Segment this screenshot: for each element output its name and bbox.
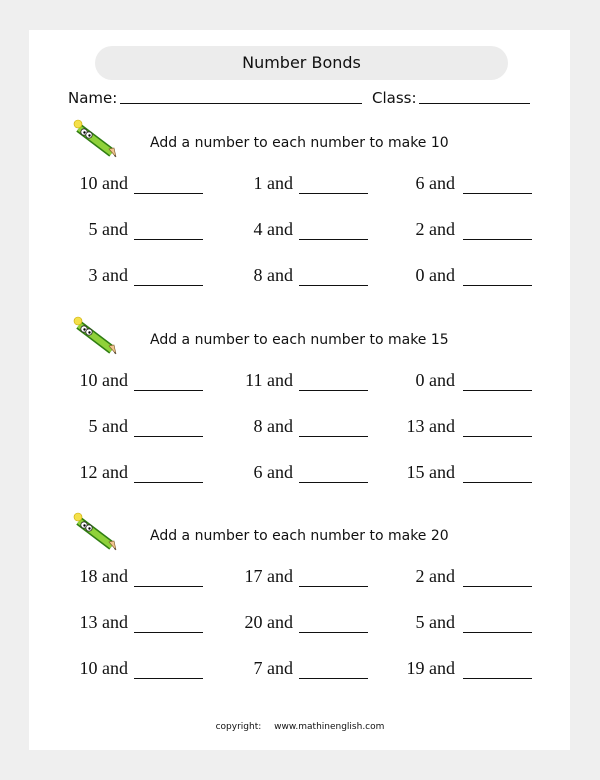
and-word: and xyxy=(267,219,293,239)
problem-number: 4 xyxy=(253,219,263,239)
problem-number: 10 xyxy=(79,658,98,678)
problem-number: 2 xyxy=(415,566,425,586)
problem-prompt xyxy=(203,565,293,587)
and-word: and xyxy=(429,265,455,285)
answer-blank[interactable] xyxy=(134,678,203,679)
problem-number: 7 xyxy=(253,658,263,678)
answer-blank[interactable] xyxy=(134,482,203,483)
problem-prompt xyxy=(38,264,128,286)
and-word: and xyxy=(429,612,455,632)
problem-prompt xyxy=(38,415,128,437)
and-word: and xyxy=(102,265,128,285)
problem-number: 10 xyxy=(79,173,98,193)
problem-number: 8 xyxy=(253,416,263,436)
answer-blank[interactable] xyxy=(463,390,532,391)
problem-prompt xyxy=(203,218,293,240)
problem-number: 5 xyxy=(415,612,425,632)
problem-number: 6 xyxy=(253,462,263,482)
problem-number: 5 xyxy=(88,219,98,239)
copyright-site: www.mathinenglish.com xyxy=(274,722,385,732)
name-label: Name: xyxy=(68,89,118,107)
problem-prompt xyxy=(38,369,128,391)
problem-prompt xyxy=(365,461,455,483)
problem-number: 20 xyxy=(244,612,263,632)
answer-blank[interactable] xyxy=(299,193,368,194)
and-word: and xyxy=(267,612,293,632)
problem-prompt xyxy=(38,461,128,483)
problem-prompt xyxy=(38,611,128,633)
and-word: and xyxy=(102,658,128,678)
and-word: and xyxy=(429,462,455,482)
section-instruction: Add a number to each number to make 20 xyxy=(150,528,449,544)
pencil-icon xyxy=(72,119,122,159)
answer-blank[interactable] xyxy=(134,285,203,286)
and-word: and xyxy=(267,416,293,436)
answer-blank[interactable] xyxy=(134,390,203,391)
problem-prompt xyxy=(365,218,455,240)
problem-prompt xyxy=(365,611,455,633)
problem-prompt xyxy=(38,218,128,240)
and-word: and xyxy=(429,566,455,586)
answer-blank[interactable] xyxy=(299,390,368,391)
answer-blank[interactable] xyxy=(299,632,368,633)
answer-blank[interactable] xyxy=(299,239,368,240)
problem-prompt xyxy=(365,657,455,679)
answer-blank[interactable] xyxy=(463,285,532,286)
answer-blank[interactable] xyxy=(463,632,532,633)
problem-prompt xyxy=(203,264,293,286)
problem-prompt xyxy=(38,172,128,194)
problem-prompt xyxy=(203,415,293,437)
copyright-label: copyright: xyxy=(215,722,262,732)
and-word: and xyxy=(102,612,128,632)
and-word: and xyxy=(267,462,293,482)
answer-blank[interactable] xyxy=(134,632,203,633)
class-label: Class: xyxy=(372,89,417,107)
and-word: and xyxy=(102,416,128,436)
problem-number: 11 xyxy=(245,370,263,390)
answer-blank[interactable] xyxy=(463,678,532,679)
problem-prompt xyxy=(203,369,293,391)
problem-number: 6 xyxy=(415,173,425,193)
problem-number: 0 xyxy=(415,370,425,390)
section-instruction: Add a number to each number to make 10 xyxy=(150,135,449,151)
pencil-icon xyxy=(72,316,122,356)
answer-blank[interactable] xyxy=(463,436,532,437)
copyright-footer xyxy=(0,722,600,732)
problem-number: 3 xyxy=(88,265,98,285)
problem-prompt xyxy=(365,172,455,194)
problem-prompt xyxy=(38,657,128,679)
and-word: and xyxy=(267,173,293,193)
and-word: and xyxy=(429,173,455,193)
answer-blank[interactable] xyxy=(134,193,203,194)
and-word: and xyxy=(102,219,128,239)
answer-blank[interactable] xyxy=(134,586,203,587)
answer-blank[interactable] xyxy=(463,239,532,240)
and-word: and xyxy=(429,658,455,678)
and-word: and xyxy=(267,370,293,390)
problem-number: 0 xyxy=(415,265,425,285)
and-word: and xyxy=(102,566,128,586)
problem-number: 10 xyxy=(79,370,98,390)
problem-number: 2 xyxy=(415,219,425,239)
and-word: and xyxy=(267,658,293,678)
and-word: and xyxy=(267,566,293,586)
problem-number: 18 xyxy=(79,566,98,586)
answer-blank[interactable] xyxy=(463,193,532,194)
and-word: and xyxy=(429,416,455,436)
and-word: and xyxy=(429,370,455,390)
and-word: and xyxy=(267,265,293,285)
problem-prompt xyxy=(203,461,293,483)
problem-prompt xyxy=(203,172,293,194)
problem-prompt xyxy=(365,415,455,437)
problem-prompt xyxy=(203,657,293,679)
worksheet-title: Number Bonds xyxy=(95,46,508,80)
problem-number: 12 xyxy=(79,462,98,482)
section-instruction: Add a number to each number to make 15 xyxy=(150,332,449,348)
problem-prompt xyxy=(365,369,455,391)
problem-number: 5 xyxy=(88,416,98,436)
answer-blank[interactable] xyxy=(299,678,368,679)
answer-blank[interactable] xyxy=(299,586,368,587)
answer-blank[interactable] xyxy=(299,285,368,286)
answer-blank[interactable] xyxy=(463,586,532,587)
answer-blank[interactable] xyxy=(134,239,203,240)
problem-prompt xyxy=(365,264,455,286)
problem-number: 13 xyxy=(79,612,98,632)
and-word: and xyxy=(102,370,128,390)
class-line xyxy=(419,103,530,104)
problem-number: 8 xyxy=(253,265,263,285)
problem-number: 13 xyxy=(406,416,425,436)
answer-blank[interactable] xyxy=(299,436,368,437)
answer-blank[interactable] xyxy=(134,436,203,437)
problem-prompt xyxy=(203,611,293,633)
problem-number: 1 xyxy=(253,173,263,193)
and-word: and xyxy=(429,219,455,239)
answer-blank[interactable] xyxy=(299,482,368,483)
and-word: and xyxy=(102,462,128,482)
problem-prompt xyxy=(38,565,128,587)
name-line xyxy=(120,103,362,104)
and-word: and xyxy=(102,173,128,193)
pencil-icon xyxy=(72,512,122,552)
problem-number: 15 xyxy=(406,462,425,482)
answer-blank[interactable] xyxy=(463,482,532,483)
problem-number: 19 xyxy=(406,658,425,678)
problem-prompt xyxy=(365,565,455,587)
problem-number: 17 xyxy=(244,566,263,586)
